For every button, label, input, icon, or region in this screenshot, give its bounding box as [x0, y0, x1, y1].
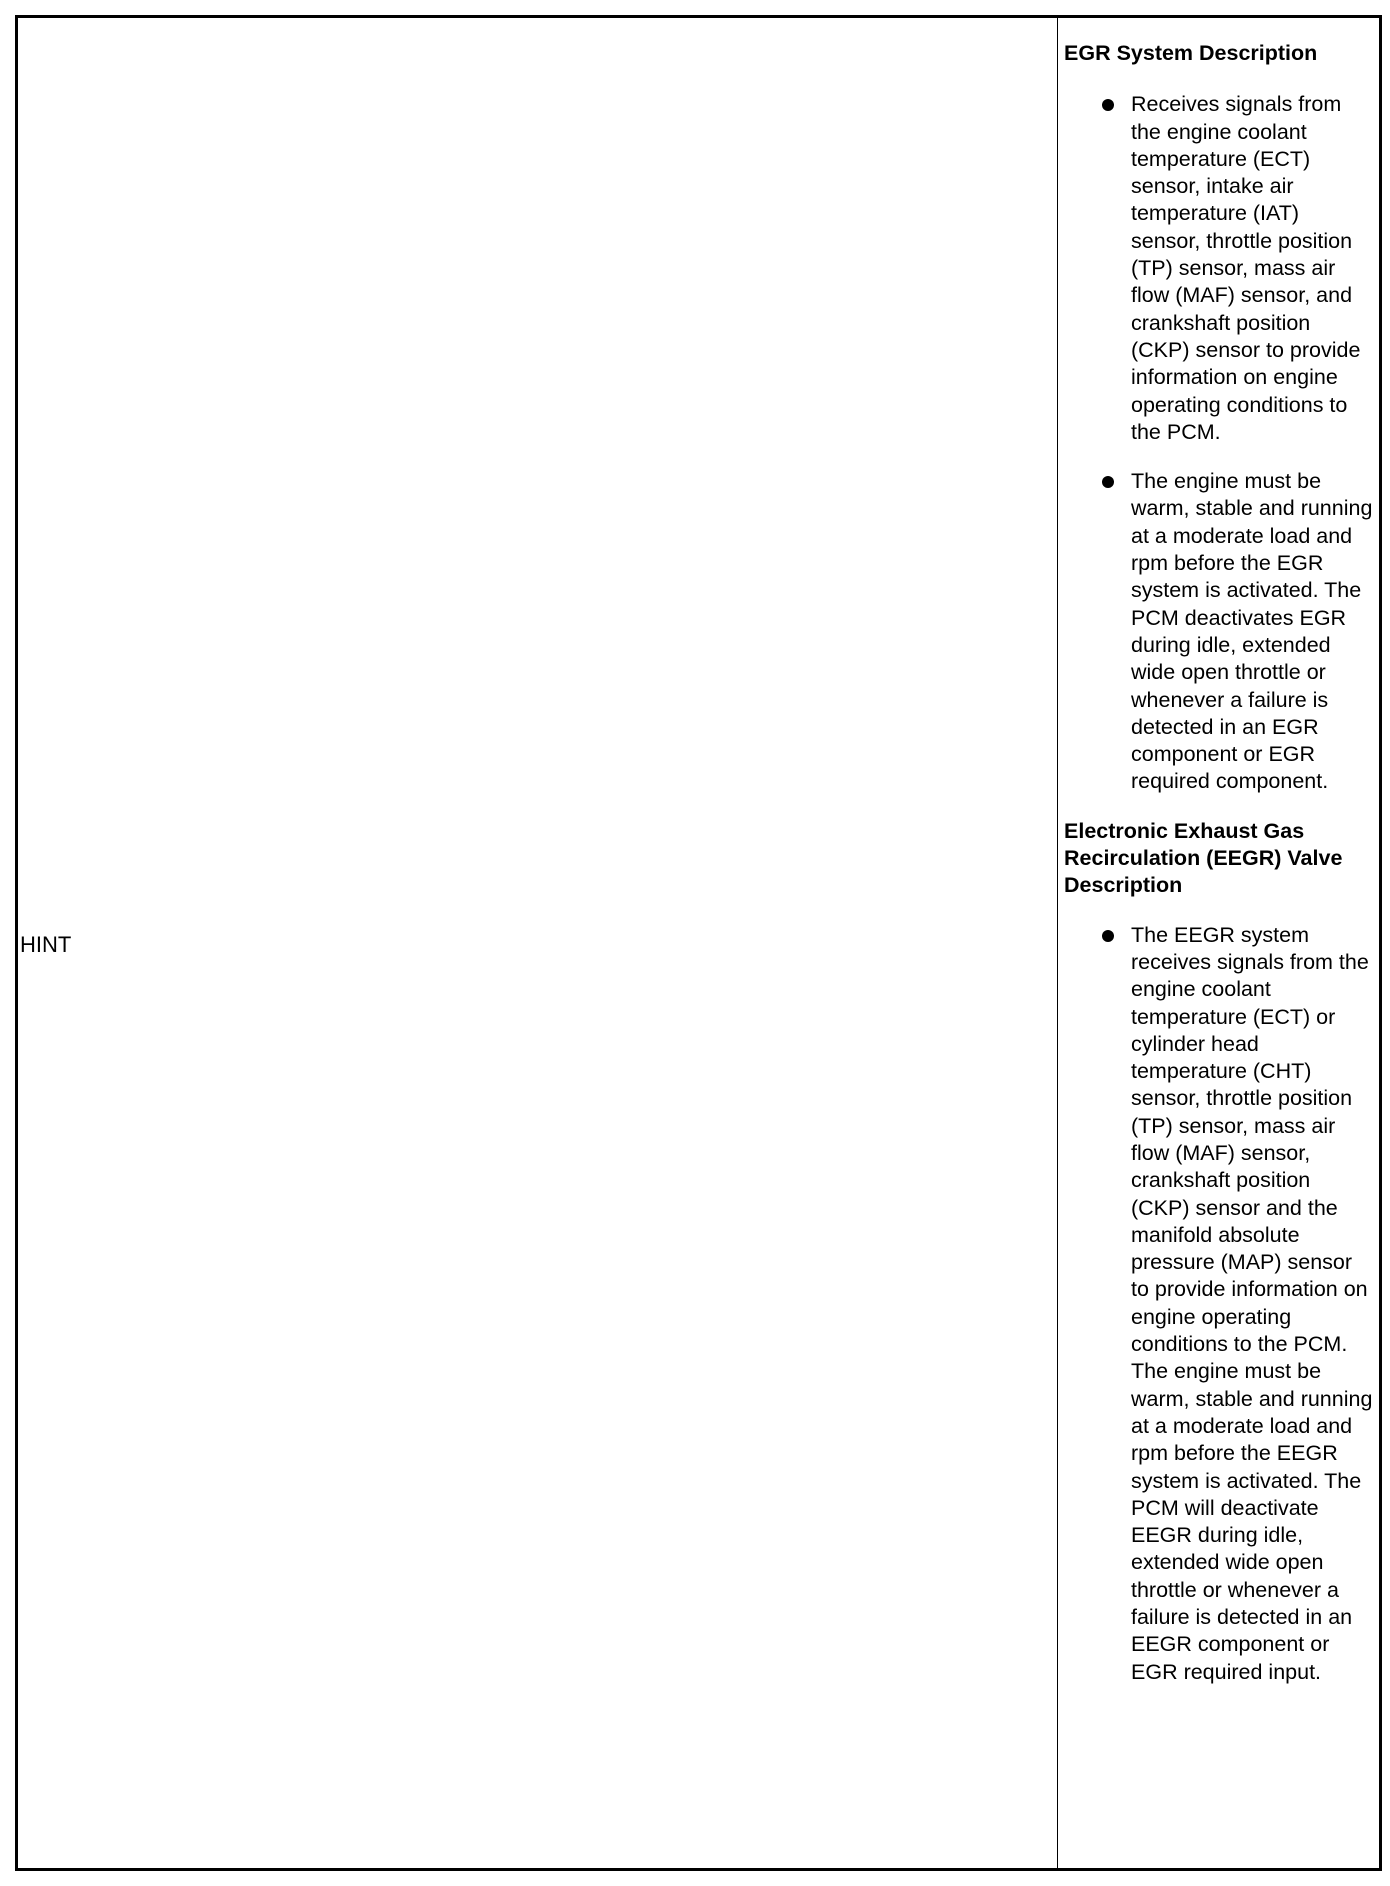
egr-system-bullet-list: [1064, 91, 1373, 795]
eegr-valve-heading: Electronic Exhaust Gas Recirculation (EEGR) Valve Description: [1064, 818, 1343, 898]
content-cell: [1058, 18, 1379, 1868]
hint-label: HINT: [20, 932, 72, 957]
bullet-text: The engine must be warm, stable and running at a moderate load and rpm before the EGR system is activated. The PCM deactivates EGR during idle, extended wide open throttle or whenever a failure is detected in an EGR component or EGR required component.: [1131, 469, 1373, 794]
hint-table: [15, 15, 1382, 1871]
list-item: [1064, 468, 1373, 796]
bullet-icon: [1102, 476, 1114, 488]
bullet-icon: [1102, 930, 1114, 942]
eegr-valve-bullet-list: [1064, 922, 1373, 1686]
bullet-text: The EEGR system receives signals from the engine coolant temperature (ECT) or cylinder head temperature (CHT) sensor, throttle position (TP) sensor, mass air flow (MAF) sensor, crankshaft position (CKP) sensor and the manifold absolute pressure (MAP) sensor to provide information on engine operating conditions to the PCM. The engine must be warm, stable and running at a moderate load and rpm before the EEGR system is activated. The PCM will deactivate EEGR during idle, extended wide open throttle or whenever a failure is detected in an EEGR component or EGR required input.: [1131, 922, 1373, 1684]
label-cell: [18, 18, 1058, 1868]
list-item: [1064, 91, 1373, 446]
list-item: [1064, 922, 1373, 1686]
bullet-text: Receives signals from the engine coolant temperature (ECT) sensor, intake air temperature (IAT) sensor, throttle position (TP) sensor, mass air flow (MAF) sensor, and crankshaft position (CKP) sensor to provide information on engine operating conditions to the PCM.: [1131, 92, 1361, 444]
bullet-icon: [1102, 99, 1114, 111]
egr-system-heading: EGR System Description: [1064, 41, 1318, 65]
